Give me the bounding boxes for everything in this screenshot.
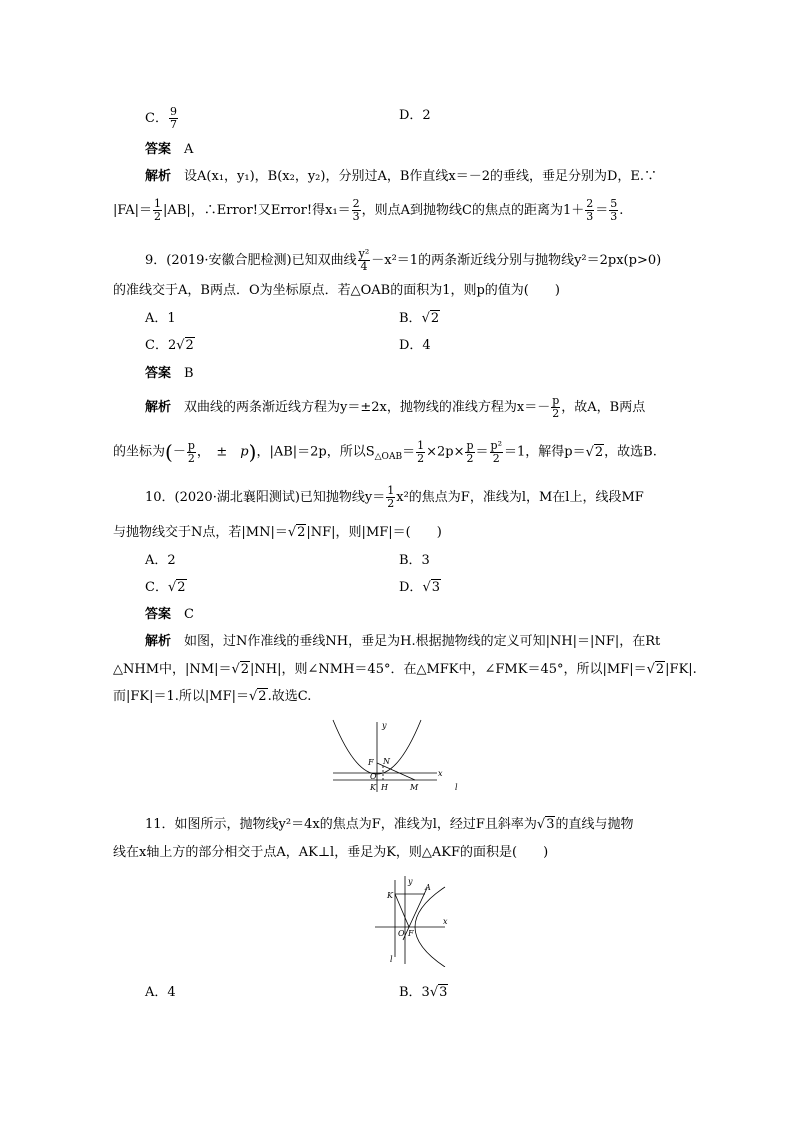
- answer-value: C: [184, 607, 194, 622]
- label-m: M: [410, 783, 419, 792]
- sqrt: √2: [176, 338, 194, 353]
- answer-label: 答案: [145, 366, 172, 381]
- option-label: C．: [145, 580, 168, 595]
- text: .: [619, 203, 624, 218]
- fraction: [352, 198, 361, 223]
- fraction: [490, 440, 503, 465]
- text: ＝: [402, 444, 416, 460]
- numerator: p: [466, 438, 474, 452]
- q9-analysis-line2: 的坐标为(－ $\frac{p}{2}$ ， ± p)，|AB|＝2p，所以$S_{\triangle OAB}=$ $\frac{1}{2}$ ×2p× $\frac{p}{2}$ ＝ $\frac{\text{p²}}{2}$ ＝1，解得p＝√2，故选B.: [113, 437, 657, 472]
- sqrt: √2: [231, 662, 250, 677]
- text: ，|AB|＝2p，所以S: [256, 444, 375, 460]
- numerator: p: [187, 438, 195, 452]
- fraction: [551, 395, 560, 420]
- radicand: 3: [439, 985, 448, 1000]
- q9-option-d: D．4: [399, 338, 431, 353]
- answer-value: B: [184, 366, 194, 381]
- analysis-label: 解析: [145, 400, 172, 415]
- text: ，则点A到抛物线C的焦点的距离为1＋: [361, 203, 585, 218]
- q9-analysis-line1: [145, 393, 645, 423]
- q8-answer: [145, 140, 193, 160]
- q8-option-c: [145, 106, 179, 131]
- analysis-text: 设A(x₁，y₁)，B(x₂，y₂)，分别过A，B作直线x＝－2的垂线，垂足分别为D，E.∵: [184, 169, 658, 184]
- numerator: 2: [586, 197, 594, 210]
- fraction: [465, 440, 474, 465]
- q11-stem-line1: [145, 815, 634, 835]
- answer-value: A: [184, 142, 194, 157]
- radicand: 3: [546, 817, 555, 832]
- denominator: 3: [352, 210, 360, 223]
- q9-option-b: [399, 309, 440, 329]
- radicand: 2: [297, 525, 306, 540]
- label-y: y: [408, 877, 413, 886]
- radicand: 2: [430, 311, 440, 326]
- fraction: [609, 198, 618, 223]
- sqrt: √2: [585, 444, 604, 460]
- label-a: A: [425, 883, 431, 892]
- q11-option-b: [399, 983, 448, 1003]
- fraction: [416, 440, 425, 465]
- text: 的坐标为: [113, 444, 166, 460]
- fraction: [187, 440, 196, 465]
- sqrt: √2: [287, 525, 306, 540]
- q10-option-b: B．3: [399, 553, 430, 568]
- numerator: y²: [358, 247, 370, 260]
- q11-option-a: A．4: [145, 985, 176, 1000]
- label-o: O: [370, 772, 377, 781]
- denominator: 2: [492, 451, 500, 465]
- denominator: 2: [387, 497, 395, 510]
- analysis-label: 解析: [145, 169, 172, 184]
- q8-analysis-line2: [113, 196, 623, 226]
- q8-option-d: D．2: [399, 108, 431, 123]
- denominator: 4: [360, 260, 368, 273]
- label-f: F: [408, 929, 414, 938]
- text: ＝: [475, 444, 489, 460]
- subscript: △OAB: [374, 452, 403, 463]
- radicand: 2: [258, 689, 267, 704]
- denominator: 2: [417, 451, 425, 465]
- q10-option-a: A．2: [145, 553, 176, 568]
- numerator: 1: [387, 484, 395, 497]
- radicand: 2: [655, 662, 665, 677]
- text: 如图，过N作准线的垂线NH，垂足为H.根据抛物线的定义可知|NH|＝|NF|，在Rt: [184, 634, 661, 649]
- label-l: l: [455, 783, 458, 792]
- sqrt: √3: [422, 580, 441, 595]
- denominator: 2: [466, 451, 474, 465]
- q10-answer: [145, 605, 194, 625]
- option-label: C．: [145, 111, 168, 126]
- line-through-f: [403, 888, 427, 940]
- label-h: H: [381, 783, 388, 792]
- fraction: [153, 198, 162, 223]
- text: 而|FK|＝1.所以|MF|＝: [113, 689, 249, 704]
- numerator: 1: [417, 438, 425, 452]
- text: ，故A，B两点: [561, 400, 646, 415]
- fraction: [386, 485, 395, 510]
- denominator: 3: [586, 210, 594, 223]
- text: |NH|，则∠NMH＝45°．在△MFK中，∠FMK＝45°，所以|MF|＝: [250, 662, 647, 677]
- denominator: 2: [154, 210, 162, 223]
- radicand: 2: [177, 580, 186, 595]
- label-f: F: [368, 758, 374, 767]
- denominator: 2: [187, 451, 195, 465]
- numerator: p²: [490, 438, 502, 452]
- label-y: y: [382, 721, 387, 730]
- numerator: 9: [169, 105, 177, 118]
- radicand: 3: [431, 580, 441, 595]
- label-o: O: [398, 929, 405, 938]
- text: |NF|，则|MF|＝( ): [306, 525, 442, 540]
- numerator: 5: [610, 197, 618, 210]
- text: |FK|.: [665, 662, 697, 677]
- option-label: D．: [399, 580, 423, 595]
- sqrt: √3: [429, 985, 448, 1000]
- radicand: 2: [240, 662, 250, 677]
- q10-stem-line2: [113, 523, 442, 543]
- answer-label: 答案: [145, 142, 172, 157]
- q9-answer: [145, 364, 194, 384]
- numerator: p: [552, 394, 560, 407]
- text: 11．如图所示，抛物线y²＝4x的焦点为F，准线为l，经过F且斜率为: [145, 817, 537, 832]
- q10-analysis-line3: [113, 687, 311, 707]
- sqrt: √2: [646, 662, 665, 677]
- text: x²的焦点为F，准线为l，M在l上，线段MF: [396, 490, 644, 505]
- option-label: C．2: [145, 338, 177, 353]
- q11-stem-line2: 线在x轴上方的部分相交于点A，AK⊥l，垂足为K，则△AKF的面积是( ): [113, 845, 549, 860]
- denominator: 7: [169, 118, 177, 131]
- label-x: x: [443, 917, 448, 926]
- label-k: K: [370, 783, 376, 792]
- sqrt: √2: [167, 580, 186, 595]
- text: ＝: [595, 203, 609, 218]
- label-n: N: [383, 757, 390, 766]
- text: ＝1，解得p＝: [503, 444, 586, 460]
- label-x: x: [438, 769, 443, 778]
- q8-analysis-line1: [145, 167, 657, 187]
- q10-analysis-line1: [145, 632, 660, 652]
- q11-parabola-figure: [365, 872, 455, 967]
- text: ，故选B.: [604, 444, 657, 460]
- numerator: 1: [154, 197, 162, 210]
- left-paren: (: [165, 440, 173, 464]
- denominator: 3: [610, 210, 618, 223]
- segment-kf: [395, 894, 409, 927]
- fraction: [358, 248, 371, 273]
- option-label: B．: [399, 311, 422, 326]
- text: |AB|，∴Error!又Error!得x₁＝: [163, 203, 351, 218]
- q9-option-a: A．1: [145, 311, 176, 326]
- text: |FA|＝: [113, 203, 153, 218]
- sqrt: √3: [536, 817, 555, 832]
- fraction: [585, 198, 594, 223]
- text: 10．(2020·湖北襄阳测试)已知抛物线y＝: [145, 490, 386, 505]
- sqrt: √2: [249, 689, 267, 704]
- text: 的直线与抛物: [555, 817, 634, 832]
- radicand: 2: [594, 444, 604, 460]
- text: .故选C.: [267, 689, 312, 704]
- q9-stem-line2: 的准线交于A，B两点．O为坐标原点．若△OAB的面积为1，则p的值为( ): [113, 283, 560, 298]
- q10-option-d: [399, 578, 441, 598]
- text: 双曲线的两条渐近线方程为y＝±2x，抛物线的准线方程为x＝－: [184, 400, 551, 415]
- sqrt: √2: [421, 311, 440, 326]
- q10-analysis-line2: [113, 660, 697, 680]
- q10-option-c: [145, 578, 187, 598]
- right-paren: ): [248, 440, 257, 464]
- denominator: 2: [552, 407, 560, 420]
- label-k: K: [387, 891, 393, 900]
- radicand: 2: [185, 338, 194, 353]
- numerator: 2: [352, 197, 360, 210]
- option-label: B．3: [399, 985, 430, 1000]
- q10-parabola-figure: [325, 718, 475, 798]
- q10-stem-line1: [145, 483, 644, 513]
- text: △NHM中，|NM|＝: [113, 662, 232, 677]
- q9-stem-line1: [145, 246, 661, 276]
- analysis-label: 解析: [145, 634, 172, 649]
- label-l: l: [390, 955, 393, 964]
- text: ×2p×: [426, 444, 465, 460]
- text: －x²＝1的两条渐近线分别与抛物线y²＝2px(p>0): [371, 253, 662, 268]
- answer-label: 答案: [145, 607, 172, 622]
- text: 9．(2019·安徽合肥检测)已知双曲线: [145, 253, 357, 268]
- fraction: [169, 106, 178, 131]
- q9-option-c: [145, 336, 195, 356]
- text: 与抛物线交于N点，若|MN|＝: [113, 525, 288, 540]
